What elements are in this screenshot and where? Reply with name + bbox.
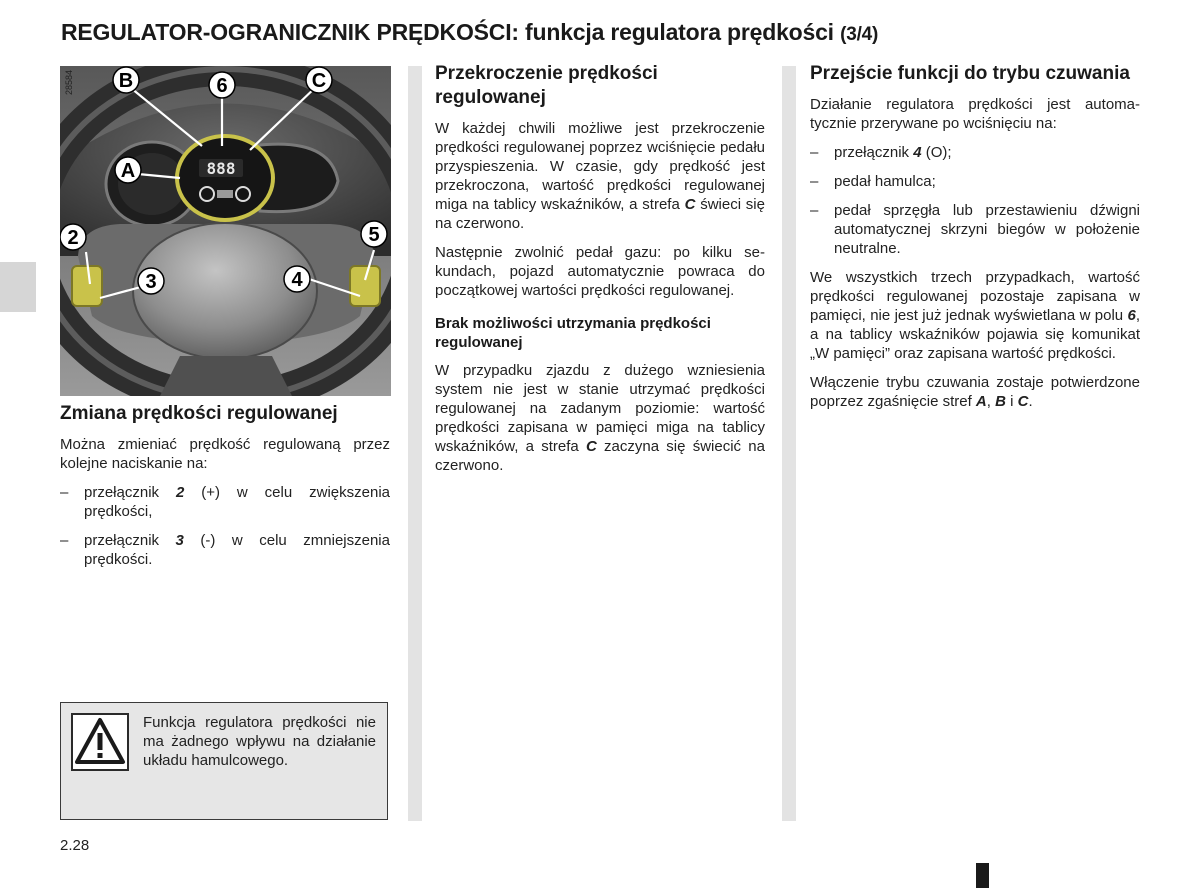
page-number: 2.28	[60, 837, 90, 854]
section-heading: Przejście funkcji do trybu czuwania	[810, 63, 1130, 84]
section-change-speed	[60, 402, 390, 579]
list-item: – przełącznik 3 (-) w celu zmniejszenia prędkości.	[60, 532, 390, 568]
callout-3	[138, 268, 164, 294]
paragraph: Można zmieniać prędkość regulowaną przez kolejne naciskanie na:	[60, 436, 390, 472]
switch-left-highlight	[72, 266, 102, 306]
svg-text:A: A	[120, 160, 136, 182]
svg-text:4: 4	[291, 269, 303, 291]
paragraph: We wszystkich trzech przypadkach, wartość prędkości regulowanej pozostaje zapisana w pamięci, nie jest już jednak wyświetlana w polu 6, a na tablicy wskaźników pojawia się komunikat „W pamięci” oraz zapisana wartość prędkości.	[810, 269, 1140, 362]
warning-triangle-icon	[71, 713, 129, 771]
page-edge-marker	[976, 863, 989, 888]
figure-reference-code: 28584	[64, 70, 74, 96]
svg-text:2: 2	[67, 227, 79, 249]
paragraph: W przypadku zjazdu z dużego wzniesienia system nie jest w stanie utrzymać prędkości regulowanej na zadanym poziomie: wartość prędkości zapisana w pamięci miga na tablicy wskaźników, a strefa C zaczyna się świecić na czerwono.	[435, 362, 765, 474]
page-title	[61, 19, 1161, 46]
switch-right-highlight	[350, 266, 380, 306]
steering-column	[160, 356, 292, 396]
section-heading: Zmiana prędkości regulowanej	[60, 403, 338, 424]
warning-text: Funkcja regulatora prędkości nie ma żadnego wpływu na działanie układu hamulcowego.	[143, 714, 376, 769]
svg-text:6: 6	[216, 75, 228, 97]
callout-c	[306, 67, 332, 93]
svg-text:B: B	[118, 70, 134, 92]
paragraph: W każdej chwili możliwe jest przekroczenie prędkości regulowanej poprzez wciśnięcie pedału przyspieszenia. W czasie, gdy prędkość jest przekroczona, wartość prędkości regulowanej miga na tablicy wskaźników, a strefa C świeci się na czerwono.	[435, 120, 765, 232]
section-standby-mode	[810, 62, 1140, 421]
list-item: – przełącznik 4 (O);	[810, 144, 952, 161]
callout-4	[284, 266, 310, 292]
illustration-svg	[60, 66, 391, 396]
callout-2	[60, 224, 86, 250]
list-item: – przełącznik 2 (+) w celu zwiększenia prędkości,	[60, 484, 390, 520]
section-exceeding-speed	[435, 62, 765, 485]
column-divider-right	[782, 66, 796, 821]
callout-6	[209, 72, 235, 98]
paragraph: Działanie regulatora prędkości jest automatycznie przerywane po wciśnięciu na:	[810, 96, 1140, 132]
svg-text:3: 3	[145, 271, 157, 293]
paragraph: Włączenie trybu czuwania zostaje potwierdzone poprzez zgaśnięcie stref A, B i C.	[810, 374, 1140, 410]
title-main: REGULATOR-OGRANICZNIK PRĘDKOŚCI: funkcja regulatora prędkości	[61, 19, 834, 45]
svg-text:5: 5	[368, 224, 380, 246]
callout-a	[115, 157, 141, 183]
column-divider-left	[408, 66, 422, 821]
section-heading: Przekroczenie prędkości regulowanej	[435, 63, 658, 108]
airbag-cover	[133, 223, 317, 359]
paragraph: Następnie zwolnić pedał gazu: po kilku sekundach, pojazd automatycznie powraca do początkowej wartości prędkości regulowanej.	[435, 244, 765, 299]
callout-5	[361, 221, 387, 247]
svg-text:C: C	[311, 70, 327, 92]
steering-wheel-illustration	[60, 66, 391, 396]
list-item: – pedał sprzęgła lub przestawieniu dźwigni automatycznej skrzyni biegów w położenie neutralne.	[810, 202, 1140, 257]
warning-box	[60, 702, 388, 820]
chapter-tab	[0, 262, 36, 312]
list-item: – pedał hamulca;	[810, 173, 936, 190]
callout-b	[113, 67, 139, 93]
display-digits: 888	[206, 159, 236, 178]
speed-display-zone	[177, 136, 273, 220]
subsection-heading: Brak możliwości utrzymania prędkości regulowanej	[435, 315, 711, 351]
title-part-indicator: (3/4)	[840, 24, 879, 45]
cruise-icon-center	[217, 190, 233, 198]
